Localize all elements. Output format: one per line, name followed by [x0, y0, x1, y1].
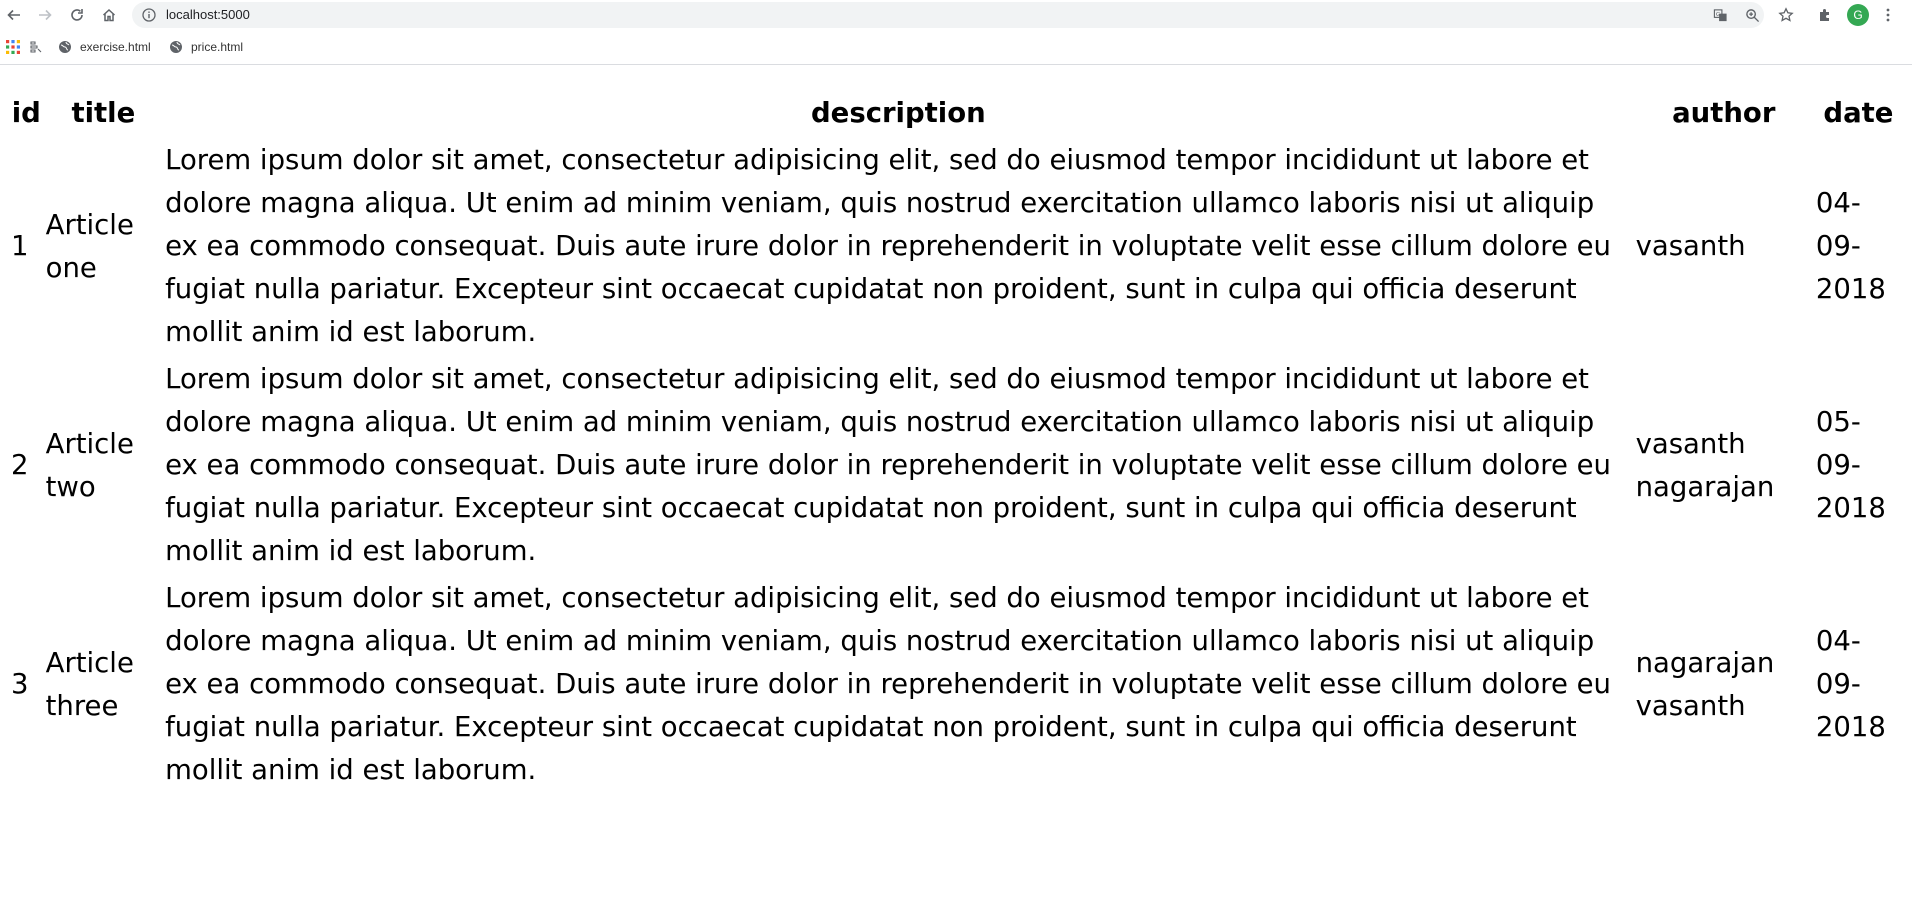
table-row: [10, 138, 1902, 355]
profile-avatar[interactable]: G: [1847, 4, 1869, 26]
browser-toolbar: [0, 0, 1912, 30]
translate-icon: [1713, 8, 1728, 23]
cell-title: Article three: [45, 646, 134, 722]
cell-description: Lorem ipsum dolor sit amet, consectetur adipisicing elit, sed do eiusmod tempor incididunt ut labore et dolore magna aliqua. Ut enim ad minim veniam, quis nostrud exercitation ullamco laboris nisi ut aliquip ex ea commodo consequat. Duis aute irure dolor in reprehenderit in voluptate velit esse cillum dolore eu fugiat nulla pariatur. Excepteur sint occaecat cupidatat non proident, sunt in culpa qui officia deserunt mollit anim id est laborum.: [165, 363, 1611, 567]
home-button[interactable]: [97, 3, 121, 27]
column-header-id: id: [11, 97, 41, 129]
table-row: [10, 576, 1902, 793]
articles-table: [8, 89, 1904, 795]
cell-author: vasanth: [1635, 230, 1746, 262]
table-header-row: [10, 91, 1902, 136]
table-row: [10, 357, 1902, 574]
reload-icon: [69, 7, 85, 23]
page-content: [0, 65, 1912, 916]
cell-author: vasanth nagarajan: [1635, 427, 1775, 503]
translate-button[interactable]: [1710, 5, 1730, 25]
forward-button[interactable]: [33, 3, 57, 27]
bookmark-star-button[interactable]: [1774, 3, 1798, 27]
column-header-date: date: [1823, 97, 1894, 129]
cell-id: 3: [11, 668, 29, 700]
bookmark-glyph-icon[interactable]: [28, 39, 44, 55]
bookmarks-bar: [0, 30, 1912, 65]
cell-date: 04-09-2018: [1815, 625, 1886, 743]
apps-grid-icon[interactable]: [6, 40, 20, 54]
arrow-left-icon: [6, 7, 22, 23]
cell-author: nagarajan vasanth: [1635, 646, 1775, 722]
globe-icon: [169, 40, 183, 54]
cell-id: 1: [11, 230, 29, 262]
cell-description: Lorem ipsum dolor sit amet, consectetur adipisicing elit, sed do eiusmod tempor incididunt ut labore et dolore magna aliqua. Ut enim ad minim veniam, quis nostrud exercitation ullamco laboris nisi ut aliquip ex ea commodo consequat. Duis aute irure dolor in reprehenderit in voluptate velit esse cillum dolore eu fugiat nulla pariatur. Excepteur sint occaecat cupidatat non proident, sunt in culpa qui officia deserunt mollit anim id est laborum.: [165, 144, 1611, 348]
zoom-icon: [1745, 8, 1760, 23]
cell-description: Lorem ipsum dolor sit amet, consectetur adipisicing elit, sed do eiusmod tempor incididunt ut labore et dolore magna aliqua. Ut enim ad minim veniam, quis nostrud exercitation ullamco laboris nisi ut aliquip ex ea commodo consequat. Duis aute irure dolor in reprehenderit in voluptate velit esse cillum dolore eu fugiat nulla pariatur. Excepteur sint occaecat cupidatat non proident, sunt in culpa qui officia deserunt mollit anim id est laborum.: [165, 582, 1611, 786]
bookmark-price[interactable]: [169, 36, 243, 58]
svg-text:G: G: [1715, 11, 1720, 18]
puzzle-icon: [1817, 7, 1833, 23]
star-icon: [1778, 7, 1794, 23]
cell-date: 05-09-2018: [1815, 406, 1886, 524]
bookmark-label: exercise.html: [80, 40, 151, 54]
globe-icon: [58, 40, 72, 54]
extensions-button[interactable]: [1813, 3, 1837, 27]
column-header-title: title: [71, 97, 136, 129]
zoom-button[interactable]: [1742, 5, 1762, 25]
url-text[interactable]: localhost:5000: [166, 7, 250, 22]
menu-button[interactable]: [1876, 3, 1900, 27]
reload-button[interactable]: [65, 3, 89, 27]
address-bar[interactable]: [132, 2, 1764, 28]
arrow-right-icon: [37, 7, 53, 23]
bookmark-label: price.html: [191, 40, 244, 54]
column-header-author: author: [1672, 97, 1776, 129]
cell-id: 2: [11, 449, 29, 481]
back-button[interactable]: [2, 3, 26, 27]
bookmark-exercise[interactable]: [58, 36, 151, 58]
home-icon: [101, 7, 117, 23]
column-header-description: description: [810, 97, 986, 129]
kebab-menu-icon: [1880, 7, 1896, 23]
cell-date: 04-09-2018: [1815, 187, 1886, 305]
cell-title: Article two: [45, 427, 134, 503]
cell-title: Article one: [45, 208, 134, 284]
info-icon[interactable]: [142, 8, 156, 22]
